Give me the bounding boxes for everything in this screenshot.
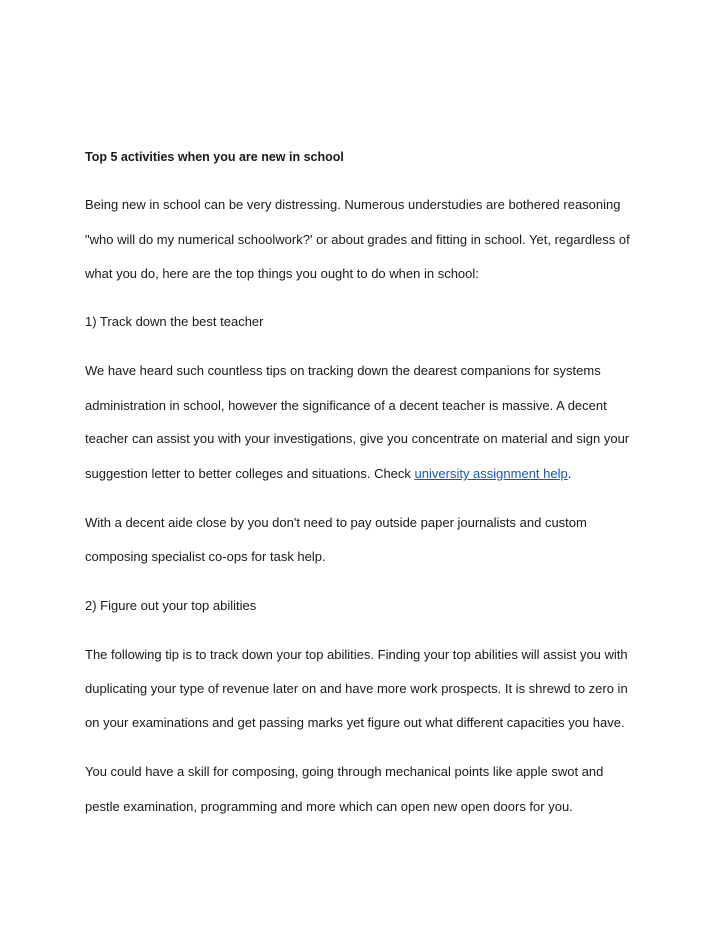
section-2-para-1-line-1: The following tip is to track down your top abilities. Finding your top abilities will assist you with	[85, 647, 628, 662]
section-1-para-2-line-2: composing specialist co-ops for task help.	[85, 549, 326, 564]
university-assignment-help-link[interactable]: university assignment help	[414, 466, 568, 481]
section-1-heading: 1) Track down the best teacher	[85, 314, 264, 329]
section-1-para-1-line-2: administration in school, however the significance of a decent teacher is massive. A decent	[85, 398, 607, 413]
intro-line-1: Being new in school can be very distressing. Numerous understudies are bothered reasoning	[85, 197, 621, 212]
section-2-para-1-line-2: duplicating your type of revenue later on and have more work prospects. It is shrewd to zero in	[85, 681, 628, 696]
line-text-after-link: .	[567, 466, 572, 481]
intro-line-2: "who will do my numerical schoolwork?' or about grades and fitting in school. Yet, regardless of	[85, 232, 630, 247]
section-2-heading: 2) Figure out your top abilities	[85, 598, 257, 613]
section-1-para-2-line-1: With a decent aide close by you don't need to pay outside paper journalists and custom	[85, 515, 587, 530]
document-title: Top 5 activities when you are new in school	[85, 150, 344, 164]
section-2-para-2-line-2: pestle examination, programming and more which can open new open doors for you.	[85, 799, 573, 814]
line-text-before-link: suggestion letter to better colleges and situations. Check	[85, 466, 415, 481]
section-2-para-2-line-1: You could have a skill for composing, going through mechanical points like apple swot and	[85, 764, 604, 779]
intro-line-3: what you do, here are the top things you ought to do when in school:	[85, 266, 479, 281]
section-1-para-1-line-4	[85, 466, 571, 482]
section-1-para-1-line-1: We have heard such countless tips on tracking down the dearest companions for systems	[85, 363, 601, 378]
section-2-para-1-line-3: on your examinations and get passing marks yet figure out what different capacities you have.	[85, 715, 625, 730]
section-1-para-1-line-3: teacher can assist you with your investigations, give you concentrate on material and sign your	[85, 431, 630, 446]
